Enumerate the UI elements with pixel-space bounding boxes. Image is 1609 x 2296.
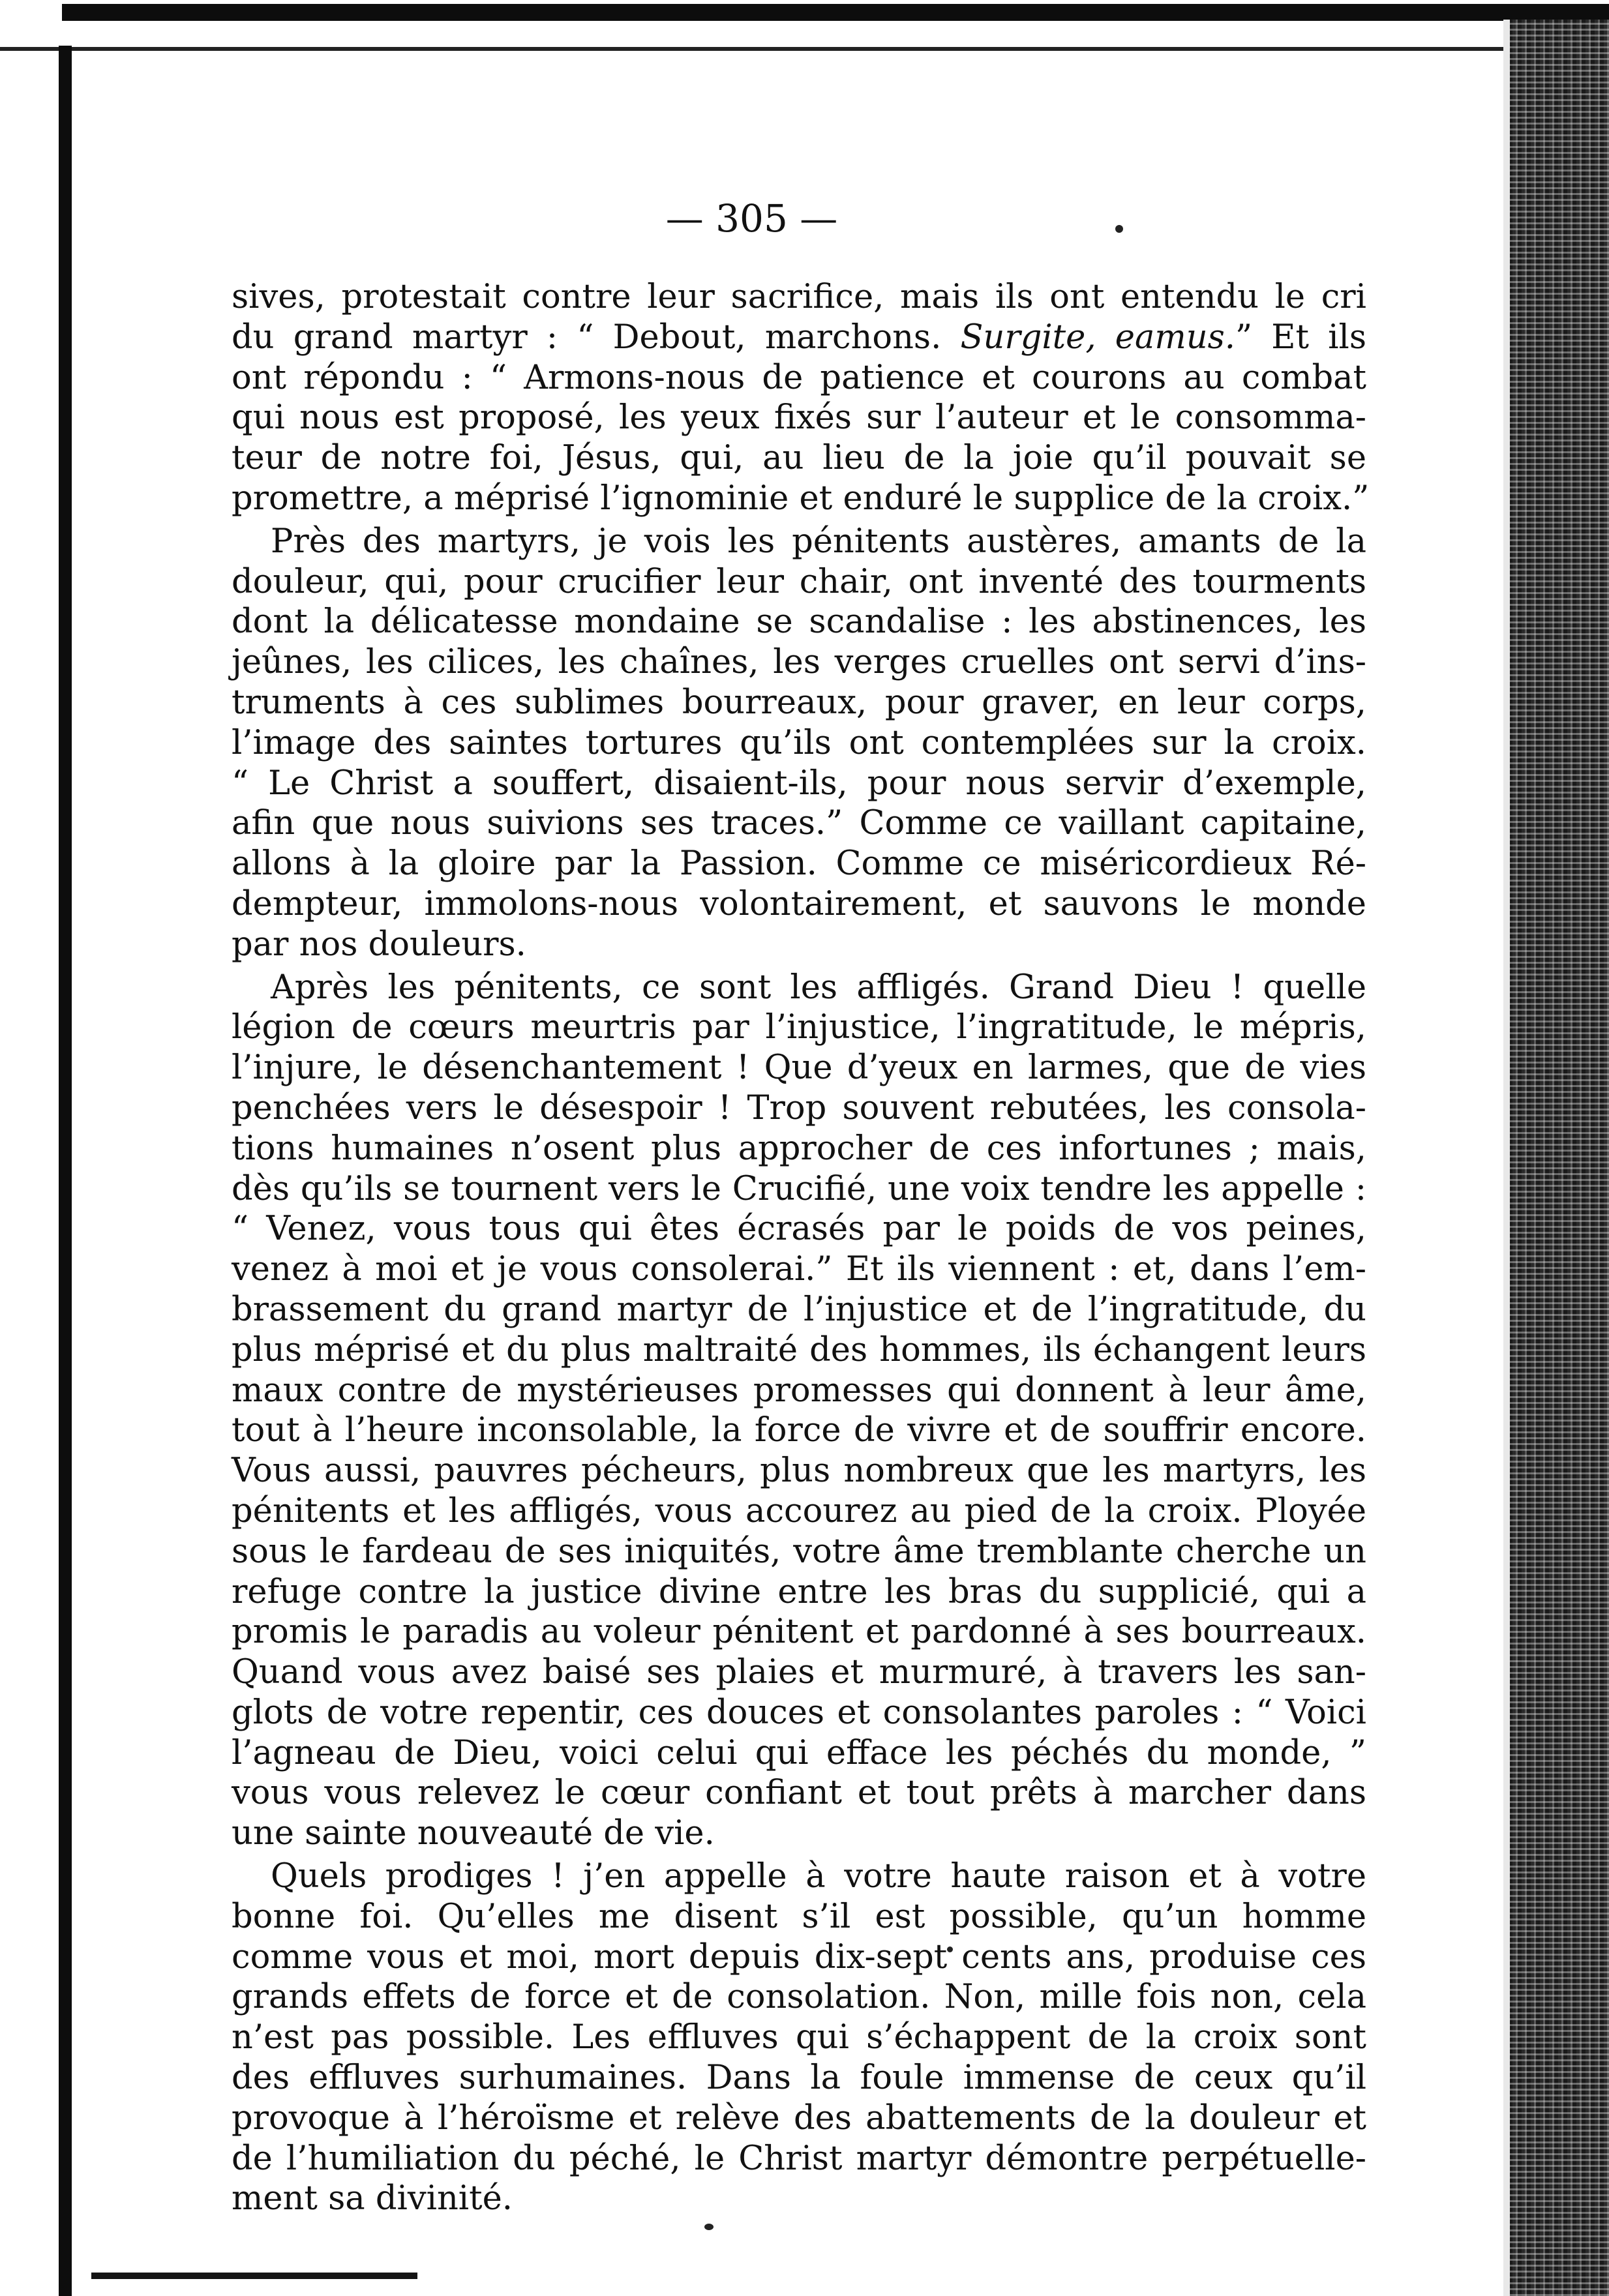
text-line: plus méprisé et du plus maltraité des hommes, ils échangent leurs bbox=[232, 1330, 1366, 1369]
text-line: par nos douleurs. bbox=[232, 925, 526, 964]
text-line: bonne foi. Qu’elles me disent s’il est possible, qu’un homme bbox=[232, 1897, 1366, 1936]
text-line: une sainte nouveauté de vie. bbox=[232, 1814, 715, 1853]
text-line: qui nous est proposé, les yeux fixés sur l’auteur et le consomma- bbox=[232, 398, 1366, 438]
text-line: teur de notre foi, Jésus, qui, au lieu de la joie qu’il pouvait se bbox=[232, 439, 1366, 478]
text-line: pénitents et les affligés, vous accourez au pied de la croix. Ployée bbox=[232, 1491, 1366, 1530]
scan-border-top-thin bbox=[0, 47, 1609, 51]
text-line: brassement du grand martyr de l’injustice et de l’ingratitude, du bbox=[232, 1290, 1366, 1329]
text-line: n’est pas possible. Les effluves qui s’échappent de la croix sont bbox=[232, 2018, 1366, 2057]
text-line: glots de votre repentir, ces douces et consolantes paroles : “ Voici bbox=[232, 1693, 1366, 1732]
paragraph bbox=[232, 522, 1366, 965]
paragraph bbox=[232, 968, 1366, 1855]
text-line: Après les pénitents, ce sont les affligés. Grand Dieu ! quelle bbox=[271, 968, 1366, 1007]
scan-border-top bbox=[62, 4, 1609, 21]
text-line: promettre, a méprisé l’ignominie et enduré le supplice de la croix.” bbox=[232, 479, 1370, 518]
text-line: dès qu’ils se tournent vers le Crucifié, une voix tendre les appelle : bbox=[232, 1169, 1366, 1208]
text-line: des effluves surhumaines. Dans la foule immense de ceux qu’il bbox=[232, 2059, 1366, 2098]
text-line: tout à l’heure inconsolable, la force de vivre et de souffrir encore. bbox=[232, 1411, 1366, 1450]
text-line: allons à la gloire par la Passion. Comme ce miséricordieux Ré- bbox=[232, 844, 1366, 884]
paragraph bbox=[232, 277, 1370, 519]
text-line: maux contre de mystérieuses promesses qui donnent à leur âme, bbox=[232, 1371, 1366, 1410]
text-line: grands effets de force et de consolation. Non, mille fois non, cela bbox=[232, 1978, 1366, 2017]
text-line: refuge contre la justice divine entre les bras du supplicié, qui a bbox=[232, 1572, 1366, 1611]
text-line: du grand martyr : “ Debout, marchons. Surgite, eamus.” Et ils bbox=[232, 318, 1367, 357]
text-line: ont répondu : “ Armons-nous de patience et courons au combat bbox=[232, 358, 1366, 397]
text-line: venez à moi et je vous consolerai.” Et ils viennent : et, dans l’em- bbox=[232, 1250, 1366, 1289]
scan-border-left bbox=[59, 46, 72, 2296]
paragraph bbox=[232, 1856, 1366, 2219]
text-line: l’agneau de Dieu, voici celui qui efface les péchés du monde, ” bbox=[232, 1733, 1366, 1772]
text-line: dempteur, immolons-nous volontairement, et sauvons le monde bbox=[232, 884, 1366, 923]
page-body bbox=[232, 277, 1370, 2219]
scan-border-right-edge bbox=[1503, 20, 1510, 2296]
text-line: truments à ces sublimes bourreaux, pour graver, en leur corps, bbox=[232, 683, 1366, 722]
text-line: promis le paradis au voleur pénitent et pardonné à ses bourreaux. bbox=[232, 1613, 1366, 1652]
text-line: vous vous relevez le cœur confiant et tout prêts à marcher dans bbox=[232, 1774, 1366, 1813]
text-line: sous le fardeau de ses iniquités, votre âme tremblante cherche un bbox=[232, 1532, 1366, 1571]
page-number: — 305 — bbox=[665, 196, 838, 241]
text-line: dont la délicatesse mondaine se scandalise : les abstinences, les bbox=[232, 603, 1366, 642]
text-line: jeûnes, les cilices, les chaînes, les verges cruelles ont servi d’ins- bbox=[232, 643, 1366, 682]
text-line: l’injure, le désenchantement ! Que d’yeux en larmes, que de vies bbox=[232, 1049, 1366, 1088]
text-line: douleur, qui, pour crucifier leur chair, ont inventé des tourments bbox=[232, 562, 1366, 601]
text-line: l’image des saintes tortures qu’ils ont contemplées sur la croix. bbox=[232, 723, 1366, 762]
scan-border-right bbox=[1503, 20, 1609, 2296]
text-line: légion de cœurs meurtris par l’injustice, l’ingratitude, le mépris, bbox=[232, 1008, 1366, 1047]
text-line: ment sa divinité. bbox=[232, 2179, 513, 2218]
text-line: Quand vous avez baisé ses plaies et murmuré, à travers les san- bbox=[232, 1653, 1366, 1692]
text-line: sives, protestait contre leur sacrifice, mais ils ont entendu le cri bbox=[232, 278, 1366, 316]
ink-speck bbox=[704, 2224, 714, 2230]
text-line: Quels prodiges ! j’en appelle à votre haute raison et à votre bbox=[271, 1857, 1366, 1896]
text-line: tions humaines n’osent plus approcher de ces infortunes ; mais, bbox=[232, 1129, 1366, 1168]
text-line: Près des martyrs, je vois les pénitents austères, amants de la bbox=[271, 522, 1366, 561]
text-line: comme vous et moi, mort depuis dix-sept cents ans, produise ces bbox=[232, 1937, 1366, 1976]
text-line: Vous aussi, pauvres pécheurs, plus nombreux que les martyrs, les bbox=[232, 1452, 1366, 1491]
text-line: penchées vers le désespoir ! Trop souvent rebutées, les consola- bbox=[232, 1088, 1366, 1127]
text-line: “ Le Christ a souffert, disaient-ils, pour nous servir d’exemple, bbox=[232, 764, 1366, 803]
text-line: de l’humiliation du péché, le Christ martyr démontre perpétuelle- bbox=[232, 2139, 1366, 2178]
text-line: “ Venez, vous tous qui êtes écrasés par le poids de vos peines, bbox=[232, 1210, 1366, 1249]
text-line: afin que nous suivions ses traces.” Comme ce vaillant capitaine, bbox=[232, 804, 1366, 843]
text-line: provoque à l’héroïsme et relève des abattements de la douleur et bbox=[232, 2098, 1366, 2138]
scan-bottom-rule bbox=[91, 2273, 417, 2279]
